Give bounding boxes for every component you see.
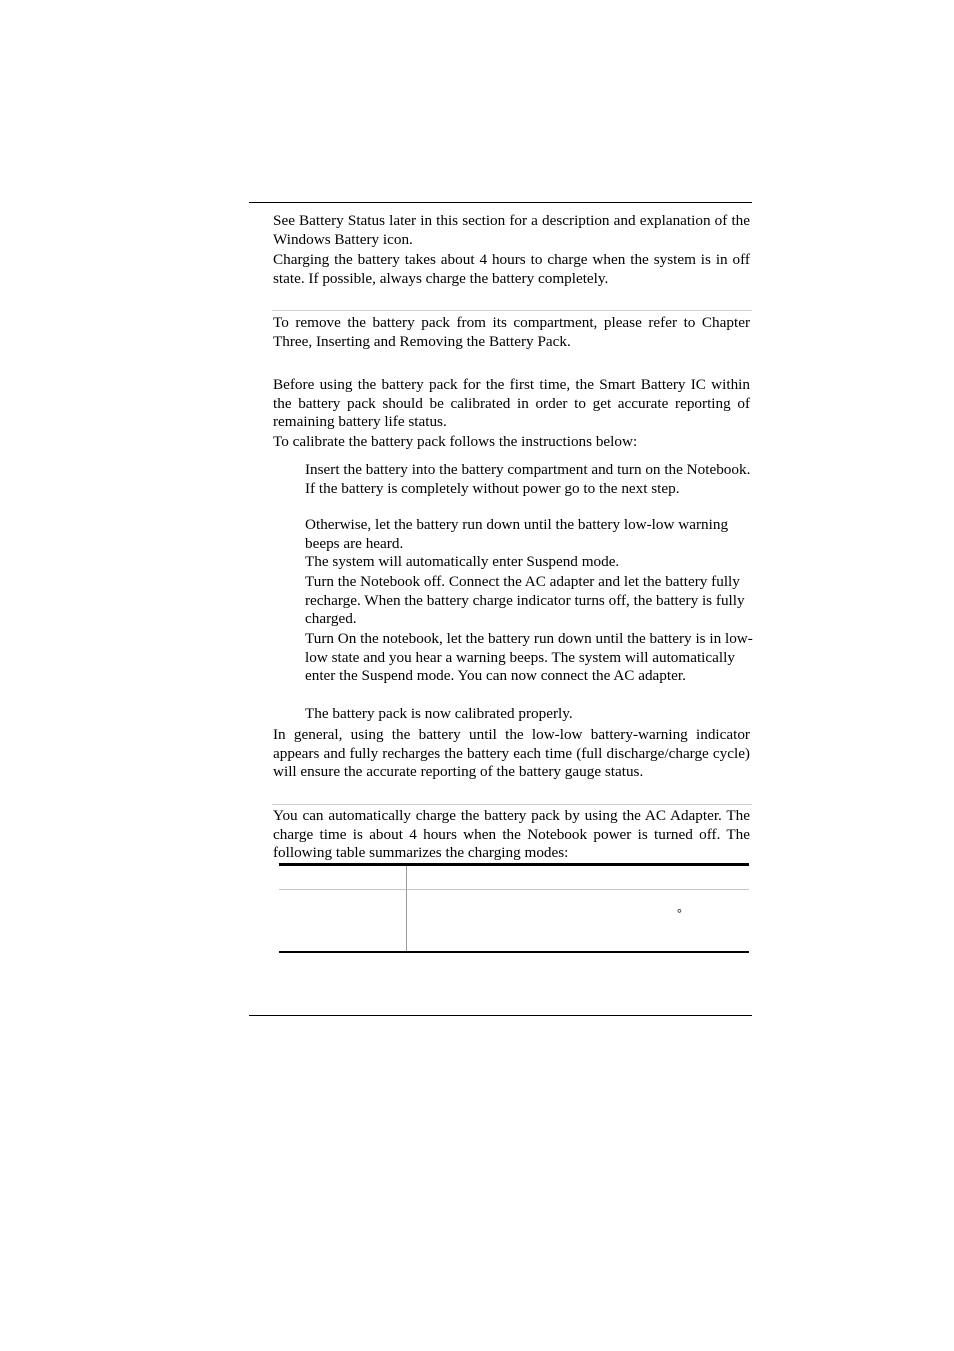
table-header-divider [279, 889, 749, 890]
table-bottom-border [279, 951, 749, 953]
table-top-border [279, 863, 749, 866]
battery-status-paragraph: See Battery Status later in this section for a description and explanation of the Windows Battery icon. [273, 212, 750, 248]
remove-battery-paragraph: To remove the battery pack from its compartment, please refer to Chapter Three, Inserting and Removing the Battery Pack. [273, 314, 750, 350]
footer-rule [249, 1015, 752, 1016]
header-rule [249, 202, 752, 203]
charging-modes-table [279, 863, 749, 953]
section-divider-remove [272, 310, 752, 311]
calibration-step-4: Turn the Notebook off. Connect the AC adapter and let the battery fully recharge. When the battery charge indicator turns off, the battery is fully charged. [305, 573, 745, 627]
table-degree-symbol: ° [677, 906, 682, 920]
calibration-step-3: The system will automatically enter Suspend mode. [305, 553, 620, 570]
section-divider-ac [272, 804, 752, 805]
calibrate-instructions-paragraph: To calibrate the battery pack follows the instructions below: [273, 433, 638, 450]
table-column-divider [406, 866, 407, 951]
charge-time-paragraph: Charging the battery takes about 4 hours to charge when the system is in off state. If possible, always charge the battery completely. [273, 251, 750, 287]
calibration-step-2: Otherwise, let the battery run down until the battery low-low warning beeps are heard. [305, 516, 729, 552]
calibration-step-6: The battery pack is now calibrated properly. [305, 705, 573, 722]
calibration-step-5: Turn On the notebook, let the battery run down until the battery is in low-low state and you hear a warning beeps. The system will automatically enter the Suspend mode. You can now connect the AC adapter. [305, 630, 753, 684]
calibrate-intro-paragraph: Before using the battery pack for the first time, the Smart Battery IC within the battery pack should be calibrated in order to get accurate reporting of remaining battery life status. [273, 376, 750, 430]
general-paragraph: In general, using the battery until the low-low battery-warning indicator appears and fully recharges the battery each time (full discharge/charge cycle) will ensure the accurate reporting of the battery gauge status. [273, 726, 750, 780]
ac-charge-paragraph: You can automatically charge the battery pack by using the AC Adapter. The charge time is about 4 hours when the Notebook power is turned off. The following table summarizes the charging modes: [273, 807, 750, 861]
calibration-step-1: Insert the battery into the battery compartment and turn on the Notebook. If the battery is completely without power go to the next step. [305, 461, 751, 497]
